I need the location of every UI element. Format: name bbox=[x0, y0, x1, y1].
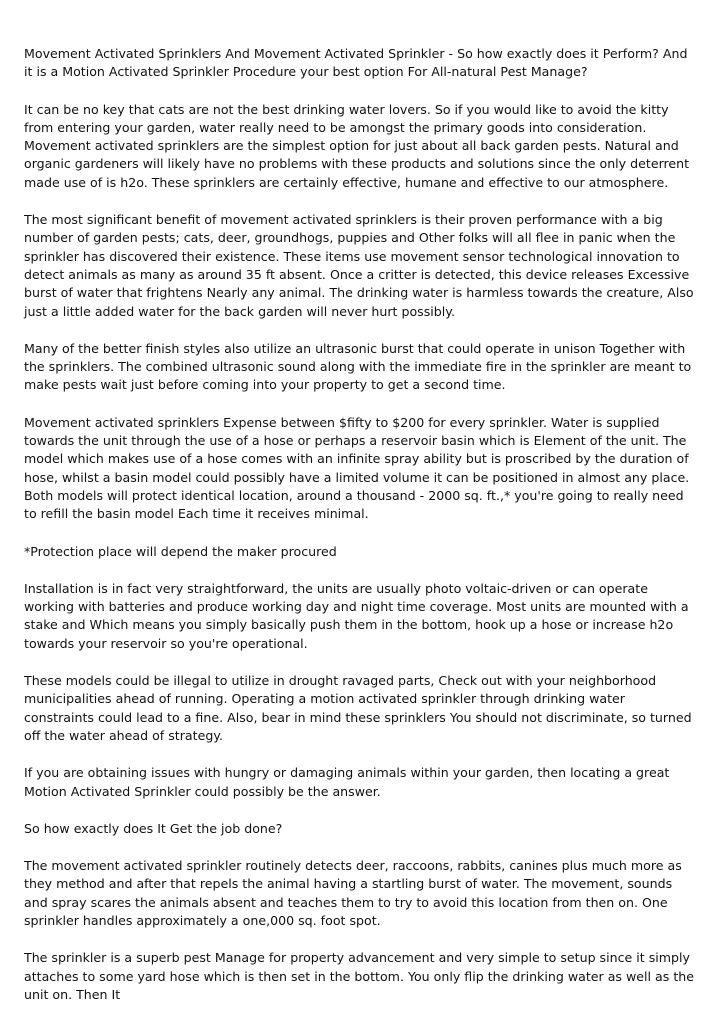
paragraph-answer: If you are obtaining issues with hungry or damaging animals within your garden, then locating a great Motion Activated Sprinkler could possibly be the answer. bbox=[24, 765, 670, 799]
paragraph-legality: These models could be illegal to utilize in drought ravaged parts, Check out with your neighborhood municipalities ahead of running. Operating a motion activated sprinkler through drinking water constraints could lead to a fine. Also, bear in mind these sprinklers You should not discriminate, so turned off the water ahead of strategy. bbox=[24, 673, 692, 743]
intro-heading-paragraph: Movement Activated Sprinklers And Movement Activated Sprinkler - So how exactly does it Perform? And it is a Motion Activated Sprinkler Procedure your best option For All-natural Pest Manage? bbox=[24, 46, 688, 80]
paragraph-benefit: The most significant benefit of movement activated sprinklers is their proven performance with a big number of garden pests; cats, deer, groundhogs, puppies and Other folks will all flee in panic when the sprinkler has discovered their existence. These items use movement sensor technological innovation to detect animals as many as around 35 ft absent. Once a critter is detected, this device releases Excessive burst of water that frightens Nearly any animal. The drinking water is harmless towards the creature, Also just a little added water for the back garden will never hurt possibly. bbox=[24, 212, 694, 319]
paragraph-question: So how exactly does It Get the job done? bbox=[24, 820, 283, 836]
paragraph-detection: The movement activated sprinkler routinely detects deer, raccoons, rabbits, canines plus much more as they method and after that repels the animal having a startling burst of water. The movement, sounds and spray scares the animals absent and teaches them to try to avoid this location from then on. One sprinkler handles approximately a one,000 sq. foot spot. bbox=[24, 858, 682, 928]
paragraph-installation: Installation is in fact very straightforward, the units are usually photo voltaic-driven or can operate working with batteries and produce working day and night time coverage. Most units are mounted with a stake and Which means you simply basically push them in the bottom, hook up a hose or increase h2o towards your reservoir so you're operational. bbox=[24, 580, 689, 651]
paragraph-expense: Movement activated sprinklers Expense between $fifty to $200 for every sprinkler. Water is supplied towards the unit through the use of a hose or perhaps a reservoir basin which is Element of the unit. The model which makes use of a hose comes with an infinite spray ability but is proscribed by the duration of hose, whilst a basin model could possibly have a limited volume it can be positioned in almost any place. Both models will protect identical location, around a thousand - 2000 sq. ft.,* you're going to really need to refill the basin model Each time it receives minimal. bbox=[24, 414, 690, 522]
paragraph-setup: The sprinkler is a superb pest Manage for property advancement and very simple to setup since it simply attaches to some yard hose which is then set in the bottom. You only flip the drinking water as well as the unit on. Then It bbox=[24, 950, 694, 1002]
paragraph-footnote: *Protection place will depend the maker procured bbox=[24, 543, 337, 559]
paragraph-ultrasonic: Many of the better finish styles also utilize an ultrasonic burst that could operate in unison Together with the sprinklers. The combined ultrasonic sound along with the immediate fire in the sprinkler are meant to make pests wait just before coming into your property to get a second time. bbox=[24, 340, 692, 393]
paragraph-cats: It can be no key that cats are not the best drinking water lovers. So if you would like to avoid the kitty from entering your garden, water really need to be amongst the primary goods into consideration. Movement activated sprinklers are the simplest option for just about all back garden pests. Natural and organic gardeners will likely have no problems with these products and solutions since the only deterrent made use of is h2o. These sprinklers are certainly effective, humane and effective to our atmosphere. bbox=[24, 101, 690, 190]
